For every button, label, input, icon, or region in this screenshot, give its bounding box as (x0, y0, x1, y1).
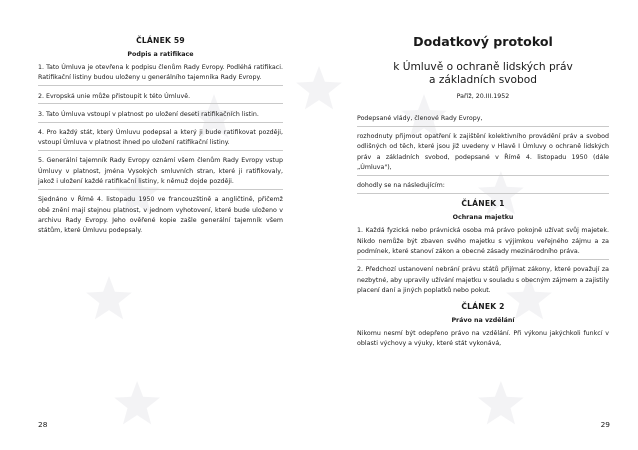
protocol-subtitle (357, 61, 609, 88)
star-watermark-icon (296, 66, 319, 109)
paragraph: 1. Každá fyzická nebo právnická osoba má právo pokojně užívat svůj majetek. Nikdo nemůže být zbaven svého majetku s výjimkou veřejného zájmu a za podmínek, které stanoví zákon a obecné zásady mezinárodního práva. (357, 226, 609, 260)
star-watermark-icon (86, 276, 132, 319)
article-59-title: ČLÁNEK 59 (136, 36, 185, 45)
article-2-title: ČLÁNEK 2 (461, 301, 505, 311)
intro-paragraph: dohodly se na následujícím: (357, 181, 609, 194)
paragraph: 2. Předchozí ustanovení nebrání právu států přijímat zákony, které považují za nezbytné, aby upravily užívání majetku v souladu s obecným zájmem a zajistily placení daní a jiných poplatků nebo pokut. (357, 266, 609, 295)
page-number: 29 (600, 420, 610, 429)
protocol-date: Paříž, 20.III.1952 (456, 92, 510, 100)
article-1-title: ČLÁNEK 1 (461, 199, 505, 209)
star-watermark-icon (478, 381, 524, 424)
protocol-subtitle-line: k Úmluvě o ochraně lidských práv (393, 61, 573, 73)
intro-paragraph: Podepsané vlády, členové Rady Evropy, (357, 114, 609, 127)
paragraph: 5. Generální tajemník Rady Evropy oznámí všem členům Rady Evropy vstup Úmluvy v platnost, jména Vysokých smluvních stran, které ji ratifikovaly, jakož i uložení každé ratifikační listiny, k němuž dojde později. (38, 156, 283, 190)
article-1-subtitle: Ochrana majetku (452, 214, 514, 222)
closing-paragraph: Sjednáno v Římě 4. listopadu 1950 ve francouzštině a angličtině, přičemž obě znění mají stejnou platnost, v jednom vyhotovení, které bude uloženo v archivu Rady Evropy. Jeho ověřené kopie zašle generální tajemník všem státům, které Úmluvu podepsaly. (38, 196, 283, 235)
right-page-content (357, 34, 609, 355)
paragraph: 2. Evropská unie může přistoupit k této Úmluvě. (38, 92, 283, 105)
intro-paragraph: rozhodnuty přijmout opatření k zajištění kolektivního provádění práv a svobod odlišných od těch, které jsou již uvedeny v Hlavě I Úmluvy o ochraně lidských práv a základních svobod, podepsané v Římě 4. listopadu 1950 (dále „Úmluva"), (357, 132, 609, 176)
page-number: 28 (38, 420, 48, 429)
article-59-subtitle: Podpis a ratifikace (127, 51, 194, 58)
paragraph: 1. Tato Úmluva je otevřena k podpisu členům Rady Evropy. Podléhá ratifikaci. Ratifikační listiny budou uloženy u generálního tajemníka Rady Evropy. (38, 63, 283, 86)
protocol-title: Dodatkový protokol (413, 34, 553, 49)
article-2-subtitle: Právo na vzdělání (451, 316, 515, 324)
right-page (319, 0, 638, 450)
star-watermark-icon (319, 66, 342, 109)
protocol-subtitle-line: a základních svobod (429, 74, 537, 87)
paragraph: Nikomu nesmí být odepřeno právo na vzdělání. Při výkonu jakýchkoli funkcí v oblasti výchovy a výuky, které stát vykonává, (357, 329, 609, 348)
paragraph: 4. Pro každý stát, který Úmluvu podepsal a který ji bude ratifikovat později, vstoupí Úmluva v platnost ihned po uložení ratifikační listiny. (38, 128, 283, 151)
paragraph: 3. Tato Úmluva vstoupí v platnost po uložení deseti ratifikačních listin. (38, 110, 283, 123)
left-page-content (38, 36, 283, 242)
star-watermark-icon (114, 381, 160, 424)
